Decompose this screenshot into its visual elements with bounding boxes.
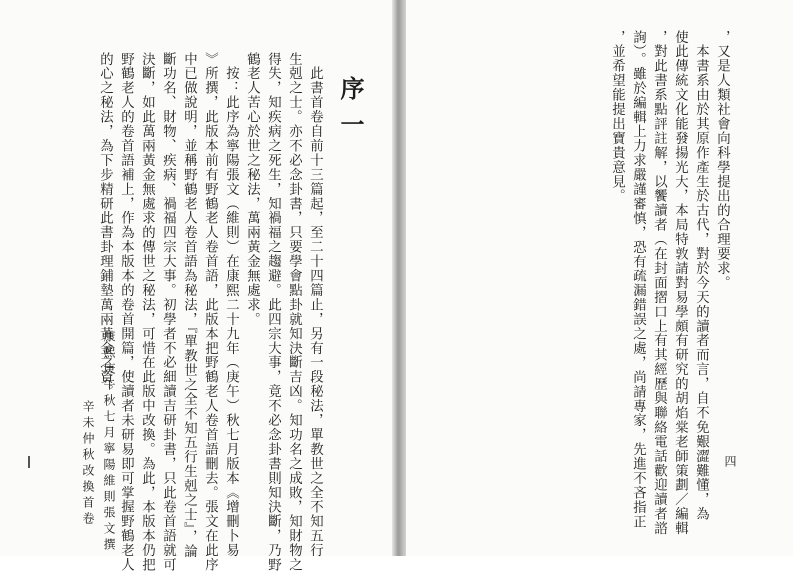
preface-column: 按：此序為寧陽張文（維則）在康熙二十九年（庚午）秋七月版本《增刪卜易 <box>223 52 239 558</box>
preface-column: 此書首卷自前十三篇起，至二十四篇止，另有一段秘法，單教世之全不知五行 <box>307 52 323 558</box>
preface-column: 的心之秘法，為下步精研此書卦理鋪墊萬兩黃金之資。 <box>97 52 113 399</box>
right-page <box>406 0 793 556</box>
preface-column: 野鶴老人的卷首語補上，作為本版本的卷首開篇，使讀者未研易即可掌握野鶴老人 <box>118 52 134 572</box>
preface-column: 生剋之士。亦不必念卦書，只要學會點卦就知決斷吉凶。知功名之成敗，知財物之 <box>286 52 302 572</box>
preface-title: 序一 <box>336 76 365 148</box>
preface-column: 得失，知疾病之死生，知禍福之趨避。此四宗大事，竟不必念卦書則知決斷，乃野 <box>265 52 281 572</box>
page-number: 四 <box>723 455 737 467</box>
preface-column: 》所撰，此版本前有野鶴老人卷首語，此版本把野鶴老人卷首語刪去。張文在此序 <box>202 52 218 572</box>
body-column: 本書系由於其原作產生於古代，對於今天的讀者而言，自不免艱澀難懂，為 <box>693 30 709 522</box>
body-column: ，並希望能提出寶貴意見。 <box>609 30 625 204</box>
body-column: 使此傳統文化能發揚光大，本局特敦請對易學頗有研究的胡焰棠老師策劃／編輯 <box>672 30 688 536</box>
revision-note: 辛未仲秋改換首卷 <box>81 400 95 528</box>
body-column: 詢）。雖於編輯上力求嚴謹審慎，恐有疏漏錯誤之處，尚請專家，先進不吝指正 <box>630 30 646 530</box>
author-signature: 康熙庚午秋七月寧陽維則張文撰 <box>102 330 116 554</box>
preface-column: 決斷，如此萬兩黃金無處求的傳世之秘法，可惜在此版中改換。為此，本版本仍把 <box>139 52 155 572</box>
margin-mark <box>28 456 30 468</box>
left-page <box>0 0 392 572</box>
body-column: ，又是人類社會向科學提出的合理要求。 <box>714 30 730 291</box>
preface-column: 鶴老人苦心於世之秘法，萬兩黃金無處求。 <box>244 52 260 327</box>
body-column: ，對此書系點評註解，以饗讀者（在封面摺口上有其經歷與聯絡電話歡迎讀者諮 <box>651 30 667 536</box>
book-gutter <box>392 0 406 556</box>
preface-column: 斷功名、財物、疾病、禍福四宗大事。初學者不必細讀吉研卦書，只此卷首語就可 <box>160 52 176 572</box>
preface-column: 中已做說明，並稱野鶴老人卷首語為秘法，『單教世之全不知五行生剋之士』，論 <box>181 52 197 559</box>
